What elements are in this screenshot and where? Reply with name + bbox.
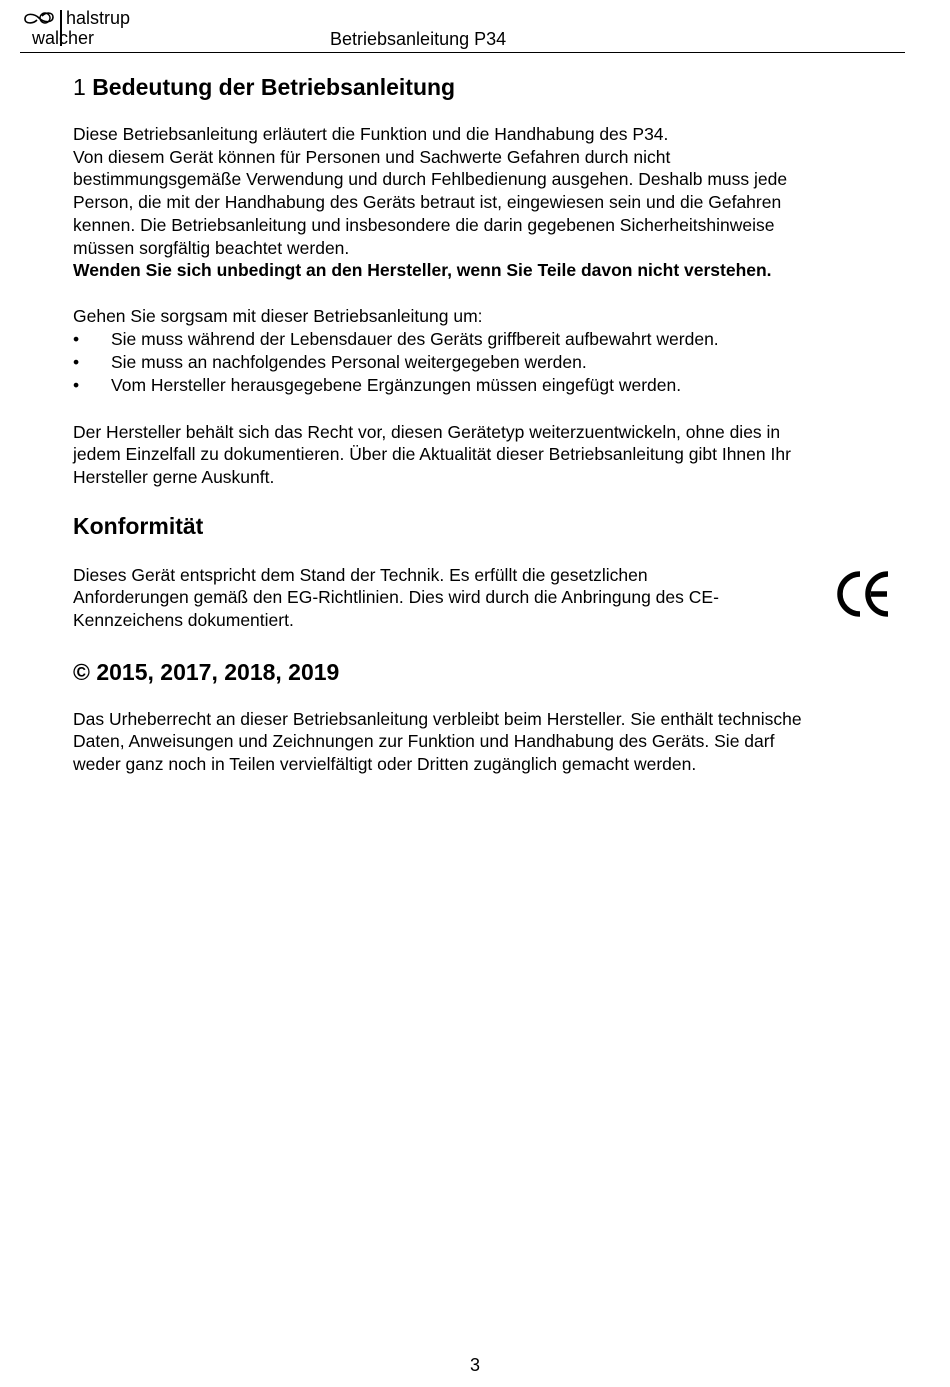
text-line: müssen sorgfältig beachtet werden.: [73, 237, 350, 258]
section-number: 1: [73, 74, 86, 100]
text-line: weder ganz noch in Teilen vervielfältigt oder Dritten zugänglich gemacht werden.: [73, 754, 697, 775]
company-logo: [22, 8, 134, 48]
section-heading: [73, 72, 891, 102]
page-header: [20, 0, 905, 53]
text-line: jedem Einzelfall zu dokumentieren. Über die Aktualität dieser Betriebsanleitung gibt Ihnen Ihr: [73, 444, 791, 465]
logo-line-2: walcher: [32, 28, 95, 48]
halstrup-walcher-logo-icon: [22, 10, 58, 26]
text-line: Von diesem Gerät können für Personen und Sachwerte Gefahren durch nicht: [73, 146, 671, 167]
copyright-paragraph: [73, 708, 891, 776]
page-content: [73, 72, 891, 776]
text-line: kennen. Die Betriebsanleitung und insbesondere die darin gegebenen Sicherheitshinweise: [73, 214, 775, 235]
text-line: Der Hersteller behält sich das Recht vor, diesen Gerätetyp weiterzuentwickeln, ohne dies in: [73, 421, 781, 442]
text-line: Daten, Anweisungen und Zeichnungen zur Funktion und Handhabung des Geräts. Sie darf: [73, 731, 775, 752]
text-line: Diese Betriebsanleitung erläutert die Funktion und die Handhabung des P34.: [73, 124, 669, 144]
conformity-heading: Konformität: [73, 512, 204, 539]
text-line: bestimmungsgemäße Verwendung und durch Fehlbedienung ausgehen. Deshalb muss jede: [73, 169, 788, 190]
document-title: Betriebsanleitung P34: [330, 29, 507, 49]
section-title: Bedeutung der Betriebsanleitung: [92, 74, 456, 100]
text-line: Kennzeichens dokumentiert.: [73, 610, 294, 631]
text-line: Anforderungen gemäß den EG-Richtlinien. Dies wird durch die Anbringung des CE-: [73, 587, 719, 608]
text-line: Das Urheberrecht an dieser Betriebsanleitung verbleibt beim Hersteller. Sie enthält technische: [73, 708, 802, 729]
list-item: • Sie muss an nachfolgendes Personal weitergegeben werden.: [73, 351, 891, 374]
copyright-heading: © 2015, 2017, 2018, 2019: [73, 658, 340, 685]
ce-mark-icon: [835, 568, 891, 620]
list-intro: Gehen Sie sorgsam mit dieser Betriebsanleitung um:: [73, 305, 483, 326]
intro-paragraph: [73, 123, 891, 282]
page-number: 3: [469, 1355, 480, 1375]
manufacturer-paragraph: [73, 421, 891, 489]
text-line: Dieses Gerät entspricht dem Stand der Technik. Es erfüllt die gesetzlichen: [73, 564, 648, 585]
text-line: Person, die mit der Handhabung des Geräts betraut ist, eingewiesen sein und die Gefahren: [73, 192, 782, 213]
text-line: Hersteller gerne Auskunft.: [73, 466, 275, 487]
handling-list-block: [73, 305, 891, 398]
conformity-paragraph: [73, 564, 813, 632]
logo-line-1: halstrup: [66, 8, 131, 28]
handling-list: [73, 328, 891, 398]
list-item: • Vom Hersteller herausgegebene Ergänzungen müssen eingefügt werden.: [73, 374, 891, 397]
warning-line: Wenden Sie sich unbedingt an den Hersteller, wenn Sie Teile davon nicht verstehen.: [73, 260, 772, 281]
list-item: • Sie muss während der Lebensdauer des Geräts griffbereit aufbewahrt werden.: [73, 328, 891, 351]
